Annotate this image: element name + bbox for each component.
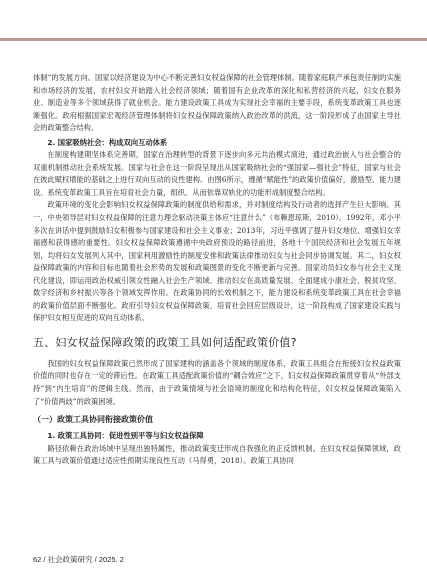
paragraph-4: 我国的妇女权益保障政策已然形成了国家建构的涵盖各个领域的制度体系，政策工具组合在衔接妇女权益政策价值的同时也存在一定的滞后性。在政策工具适配政策价值的“耦合效应”之下，妇女权益保障政策贯穿着从“外部支持”到“内生培育”的逻辑主线。然而，由于政策情境与社会语境的制度化和结构化特征，妇女权益保障政策陷入了“价值两歧”的政策困境。	[33, 358, 401, 406]
footer-label: 62 / 社会政策研究 / 2025. 2	[33, 555, 124, 564]
paragraph-1: 体制”的发展方向。国家以经济建设为中心不断完善妇女权益保障的社会管理体制。随着家庭联产承包责任制的实施和市场经济的发展，农村妇女开始踏入社会经济领域；随着国有企业改革的深化和私营经济的兴起，妇女在服务业、制造业等多个领域获得了就业机会。能力建设政策工具成为实现社会幸福的主要手段，系统变革政策工具也逐渐强化。政府根据国家宏观经济管理体制将妇女权益保障政策纳入政治改革的洪流，这一阶段形成了由国家主导社会的政策整合结构。	[33, 73, 401, 133]
paragraph-2: 在制度构建期坚体系完善期，国家在治理转型的背景下逐步向多元共治模式演进，通过政治嵌入与社会整合的双重机制推动社会系统发展。国家与社会在这一阶段呈现出从国家吸纳社会的“强国家—强社会”特征，国家与社会在彼此赋权增能的基础之上进行双向互动的良性建构。由图6所示，遵循“赋能性”的政策价值偏好，激励型、能力建设、系统变革政策工具旨在培育社会力量，组织、从而依靠双轨化的功能形成制度整合结构。	[33, 150, 401, 197]
paragraph-5: 路径依赖在政治场域中呈现出独特属性，推动政策变迁形成自我强化的正反馈机制。在妇女权益保障领域，政策工具与政策价值通过适应性预期实现良性互动（马得勇，2018）。政策工具协同	[33, 443, 401, 466]
body-text	[33, 72, 401, 468]
paragraph-3: 政策环境的变化会影响妇女权益保障政策的制度供给和需求，并对制度结构及行动者的选择产生巨大影响。其一，中央领导层对妇女权益保障的注意力理念驱动决策主体应“注意什么”（布赖恩琼斯，2010）。1992年，邓小平多次在讲话中提到鼓励妇女积极参与国家建设和社会主义事业；2013年，习近平强调了提升妇女地位、增强妇女幸福感和获得感的重要性。妇女权益保障政策遵循中央政府预设的路径前进，各地十个国民经济和社会发展五年规划，均将妇女发展列入其中，国家利用激励性的制度安排和政策法律推动妇女与社会同步协调发展。其二，妇女权益保障政策的内容和目标也随着社会形势的发展和政策图景的变化不断更新与完善。国家动员妇女参与社会主义现代化建设，即运用政治权威引领女性融入社会生产领域、推动妇女在高质量发展、全面建成小康社会、脱贫攻坚、数字经济和乡村振兴等各个领域发挥作用。在政策协同的长效机制之下，能力建设和系统变革政策工具在社会幸福的政策价值层面不断强化。政府引导妇女权益保障政策、培育社会回应层级设计，这一阶段构成了国家建设实践与保护妇女相互促进的双向互动体系。	[33, 200, 401, 323]
header-rule	[0, 38, 427, 41]
subsection-heading: （一）政策工具协同衔接政策价值	[33, 415, 153, 425]
section-heading: 五、妇女权益保障政策的政策工具如何适配政策价值?	[33, 335, 297, 349]
subsubsection-heading: 1. 政策工具协同：促进性别平等与妇女权益保障	[47, 431, 204, 441]
page-footer	[33, 547, 233, 564]
subsection-heading-2: 2. 国家吸纳社会：构成双向互动体系	[47, 137, 168, 147]
